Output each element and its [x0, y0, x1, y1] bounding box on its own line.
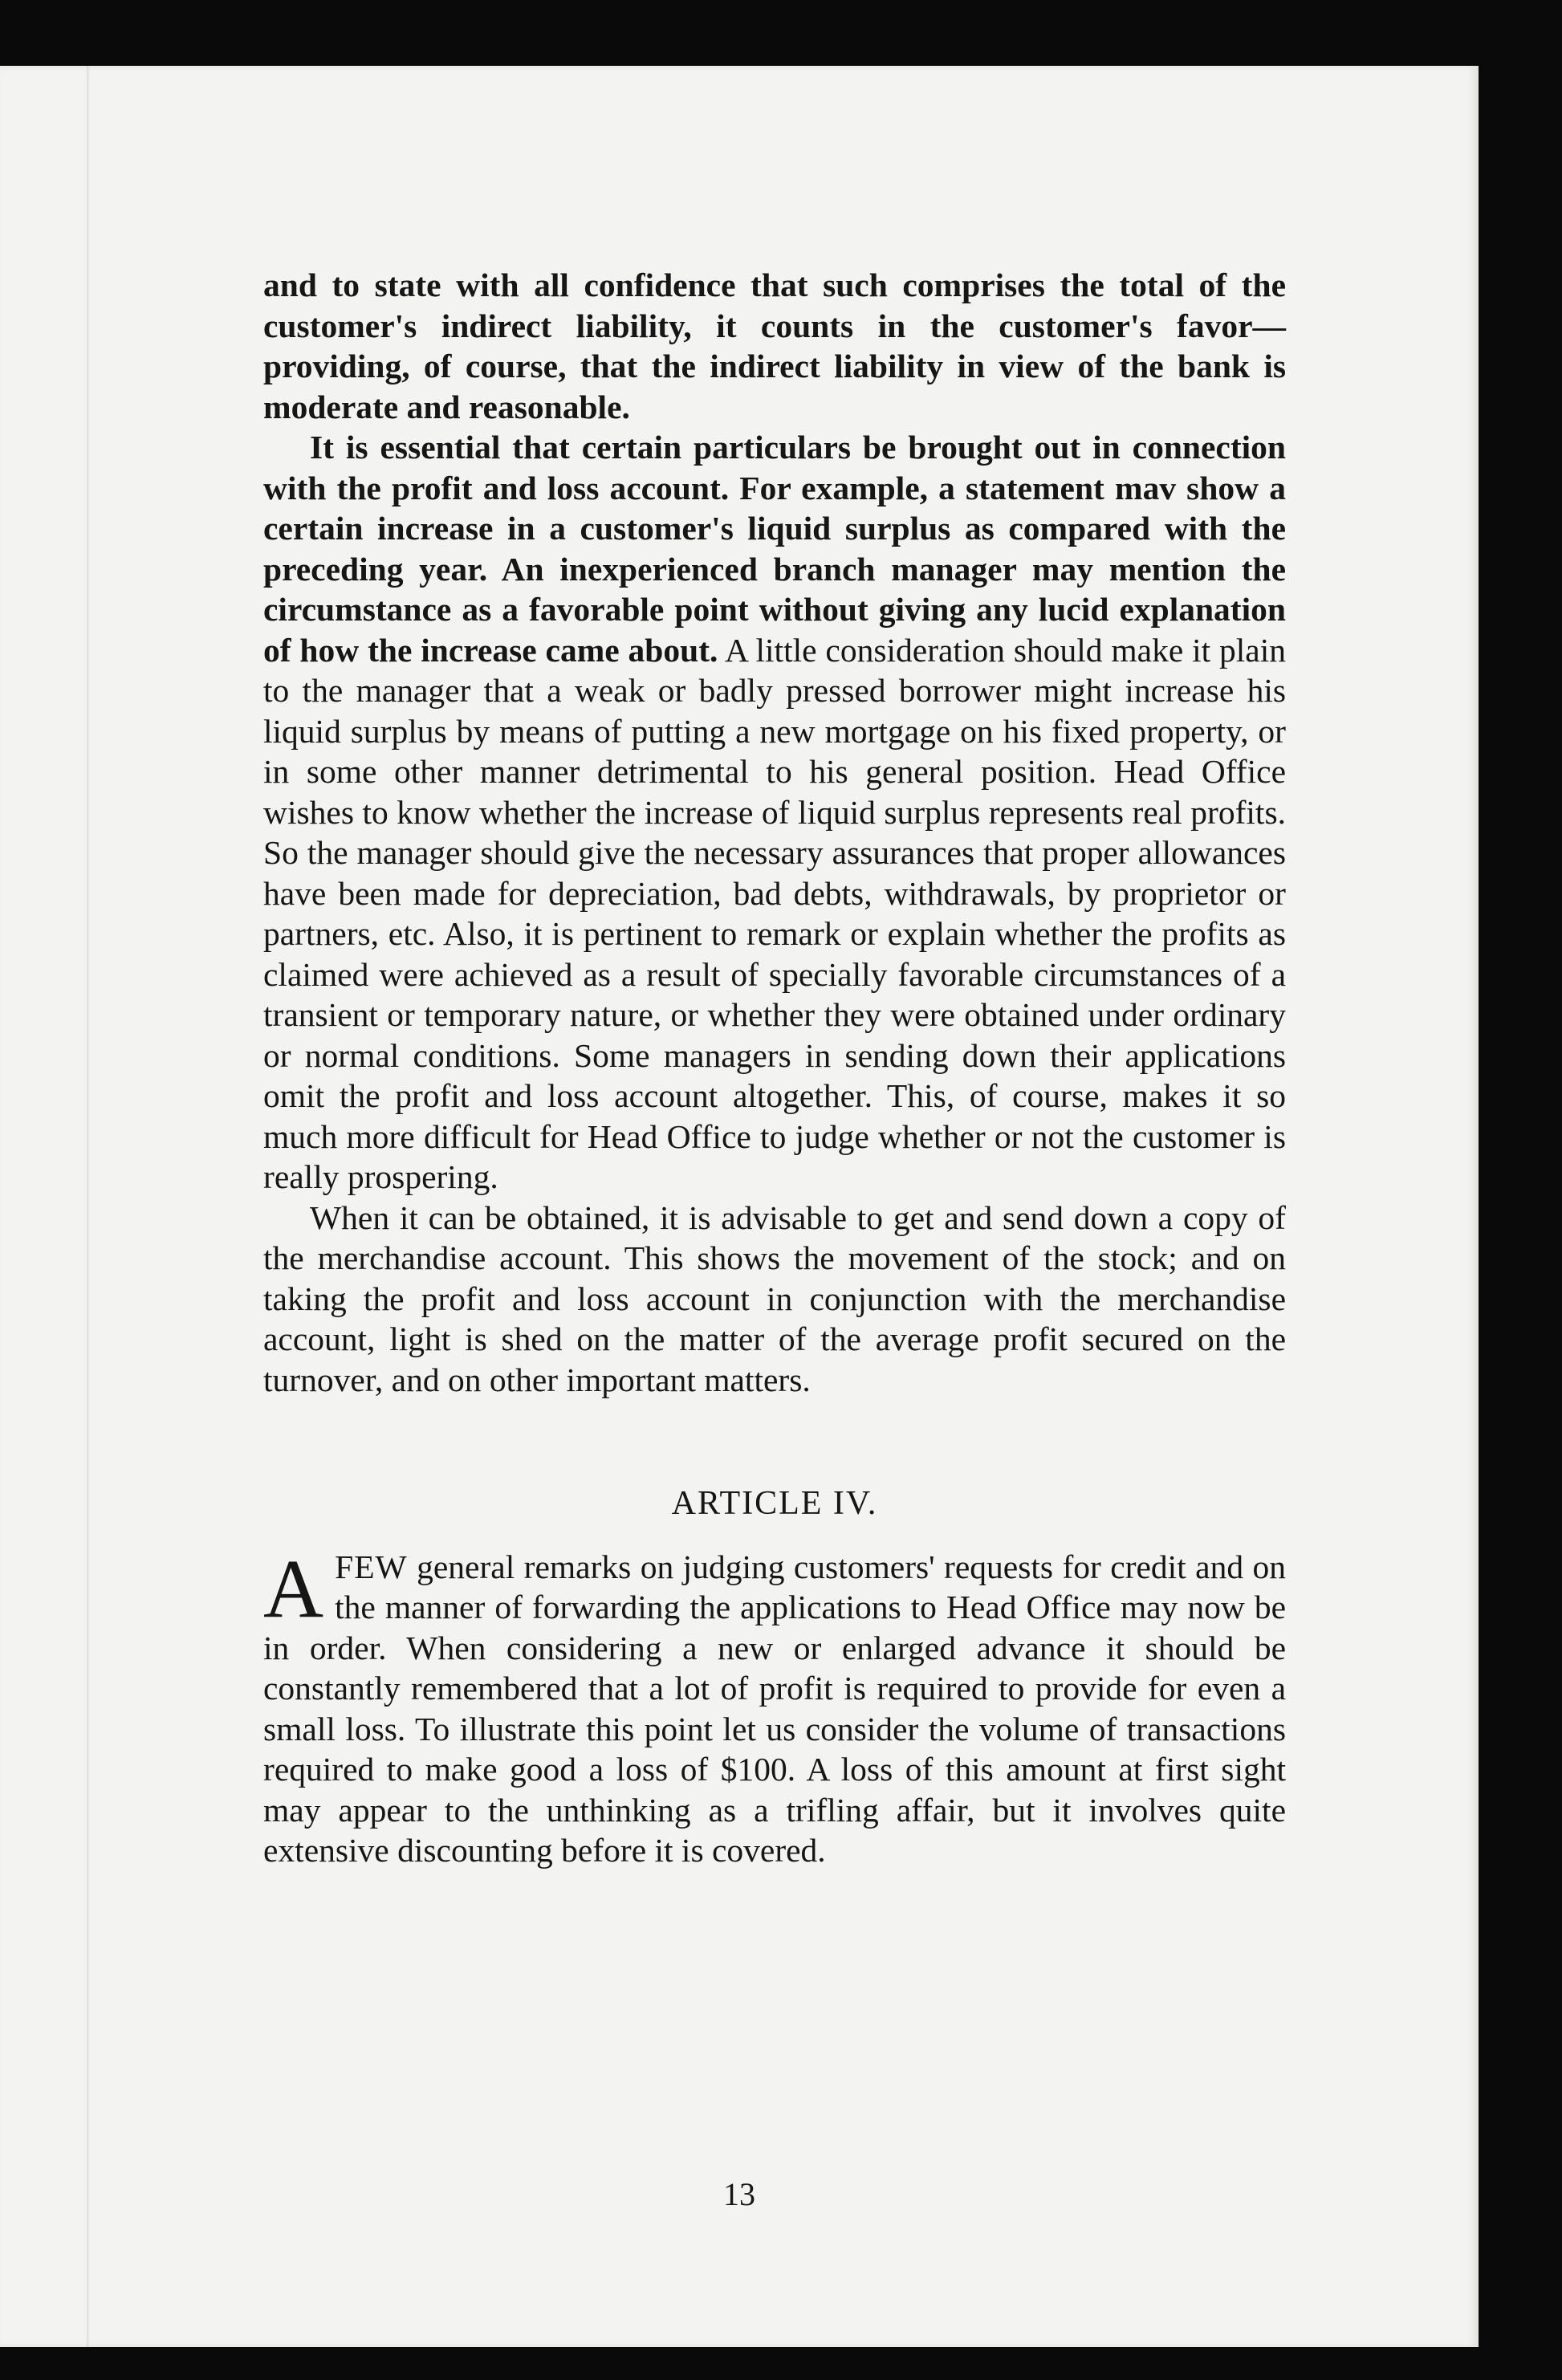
paragraph-profit-loss	[263, 427, 1286, 1198]
page-gutter-shadow	[87, 66, 90, 2347]
article-heading: ARTICLE IV.	[671, 1485, 878, 1522]
book-page	[0, 66, 1479, 2347]
paragraph-merchandise-account: When it can be obtained, it is advisable to get and send down a copy of the merchandise account. This shows the movement of the stock; and on taking the profit and loss account in conjunction with the merchandise account, light is shed on the matter of the average profit secured on the turnover, and on other important matters.	[263, 1198, 1286, 1398]
paragraph-continuation: and to state with all confidence that such comprises the total of the customer's indirect liability, it counts in the customer's favor—providing, of course, that the indirect liability in view of the bank is moderate and reasonable.	[263, 266, 1286, 425]
page-number: 13	[723, 2176, 755, 2212]
drop-cap: A	[263, 1542, 324, 1635]
paragraph-profit-loss-bold-part: It is essential that certain particulars be brought out in connection with the profit and loss account. For example, a statement mav show a certain increase in a customer's liquid surplus as compared with the preceding year. An inexperienced branch manager may mention the circumstance as a favorable point without giving any lucid explanation of how the increase came about.	[263, 429, 1286, 669]
page-body-text	[263, 265, 1286, 1871]
article-paragraph	[263, 1542, 1286, 1871]
article-body: general remarks on judging customers' requests for credit and on the manner of forwarding the applications to Head Office may now be in order. When considering a new or enlarged advance it should be constantly remembered that a lot of profit is required to provide for even a small loss. To illustrate this point let us consider the volume of transactions required to make good a loss of $100. A loss of this amount at first sight may appear to the unthinking as a trifling affair, but it involves quite extensive discounting before it is covered.	[263, 1548, 1286, 1869]
paragraph-profit-loss-regular-part: A little consideration should make it plain to the manager that a weak or badly pressed borrower might increase his liquid surplus by means of putting a new mortgage on his fixed property, or in some other manner detrimental to his general position. Head Office wishes to know whether the increase of liquid surplus represents real profits. So the manager should give the necessary assurances that proper allowances have been made for depreciation, bad debts, withdrawals, by proprietor or partners, etc. Also, it is pertinent to remark or explain whether the profits as claimed were achieved as a result of specially favorable circumstances of a transient or temporary nature, or whether they were obtained under ordinary or normal conditions. Some managers in sending down their applications omit the profit and loss account altogether. This, of course, makes it so much more difficult for Head Office to judge whether or not the customer is really prospering.	[263, 631, 1286, 1195]
article-lead-caps: FEW	[335, 1548, 408, 1585]
